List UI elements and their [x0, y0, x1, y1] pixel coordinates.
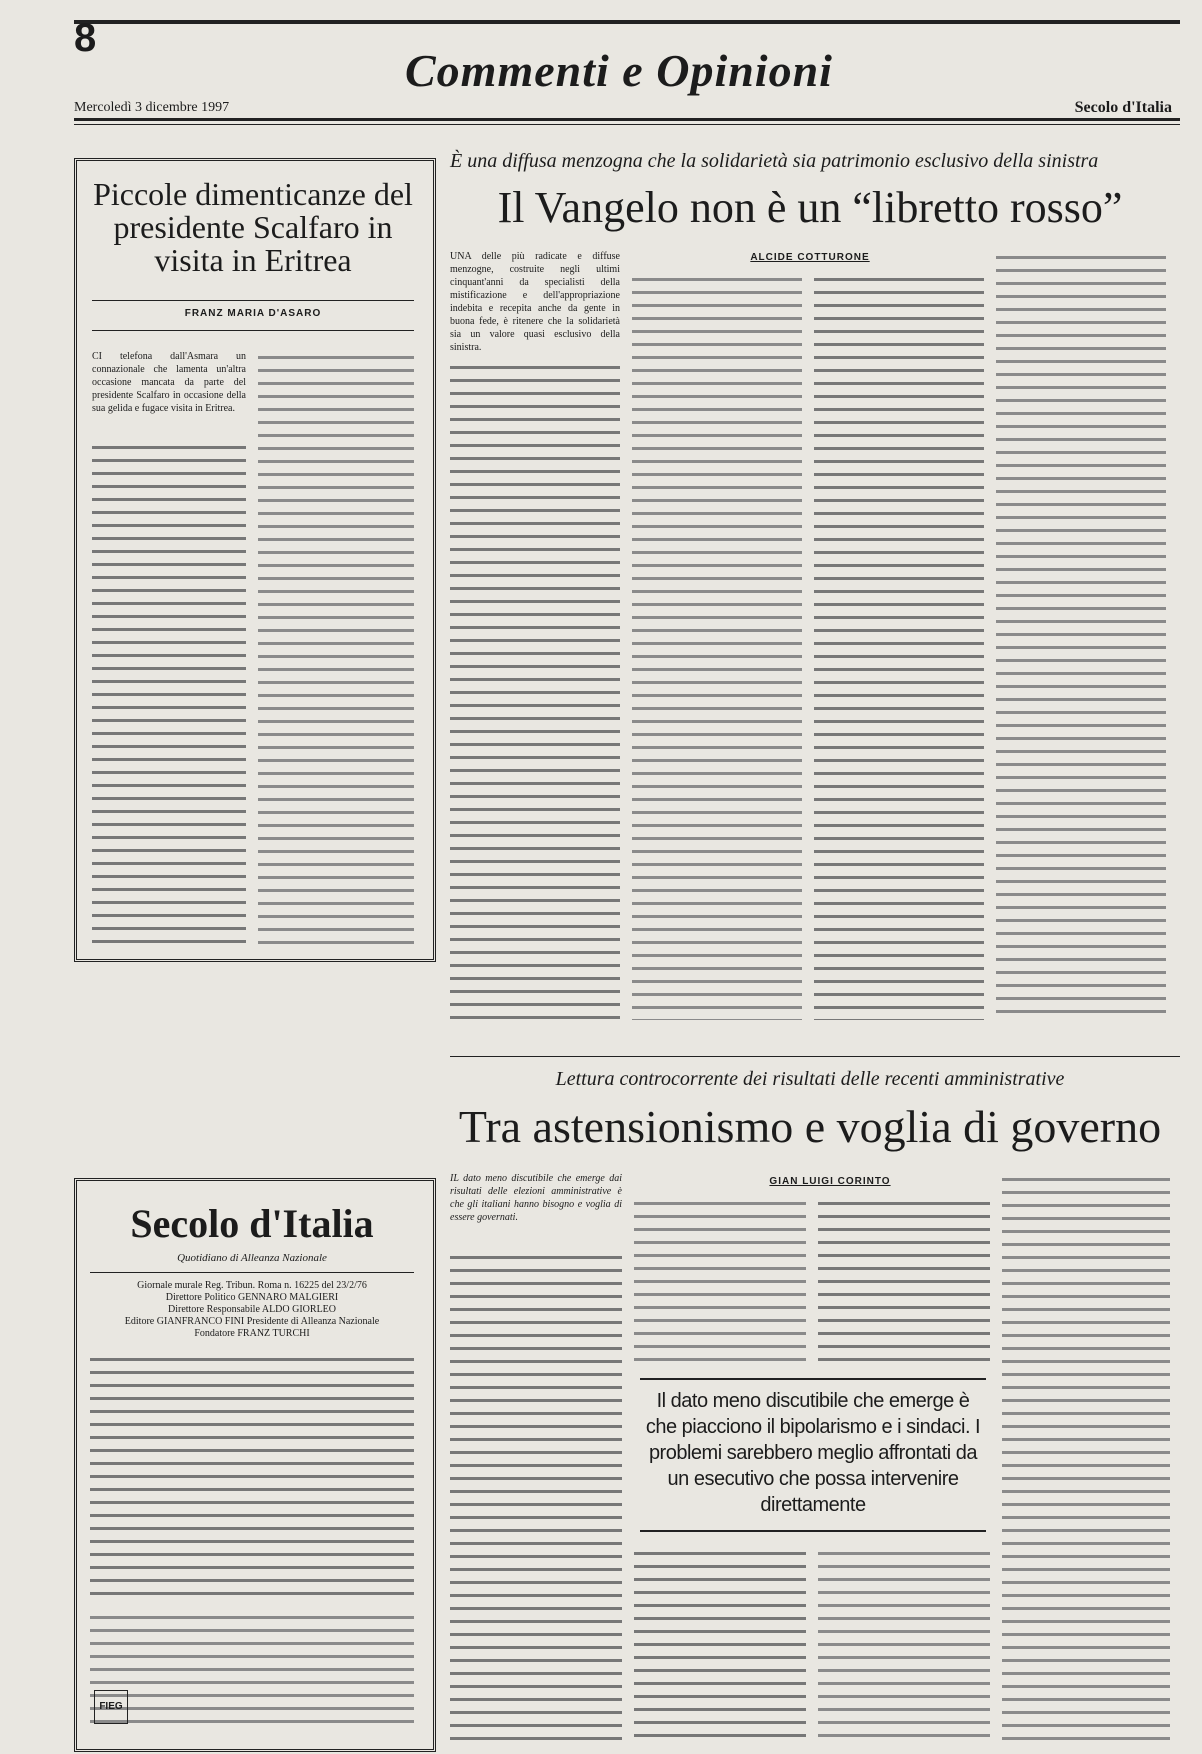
pullquote: Il dato meno discutibile che emerge è che piacciono il bipolarismo e i sindaci. I problemi sarebbero meglio affrontati da un esecutivo che possa intervenire direttamente	[645, 1390, 981, 1516]
colophon-credits	[90, 1280, 414, 1340]
page-number: 8	[74, 16, 97, 60]
left-author: FRANZ MARIA D'ASARO	[184, 308, 322, 319]
colophon-line: Direttore Politico GENNARO MALGIERI	[165, 1292, 339, 1303]
left-column-1	[92, 440, 246, 945]
colophon-fine-print	[90, 1610, 414, 1730]
header-rule-thin	[74, 124, 1180, 125]
bottom-author: GIAN LUIGI CORINTO	[769, 1176, 891, 1187]
left-headline: Piccole dimenticanze del presidente Scalfaro in visita in Eritrea	[93, 176, 413, 278]
top-column-3	[814, 272, 984, 1020]
left-lead: CI telefona dall'Asmara un connazionale che lamenta un'altra occasione mancata da parte del presidente Scalfaro in occasione della sua gelida e fugace visita in Eritrea.	[92, 351, 246, 414]
colophon-title: Secolo d'Italia	[130, 1201, 374, 1246]
left-column-2	[258, 350, 414, 945]
left-headline-rule	[92, 300, 414, 301]
bottom-column-3-lower	[818, 1546, 990, 1746]
top-author: ALCIDE COTTURONE	[750, 252, 870, 263]
pullquote-bottom-rule	[640, 1530, 986, 1532]
pullquote-top-rule	[640, 1378, 986, 1380]
top-lead: UNA delle più radicate e diffuse menzogne, costruite negli ultimi cinquant'anni da specialisti della mistificazione e dell'appropriazione indebita e recepita anche da gente in buona fede, è ritenere che la solidarietà sia un valore quasi esclusivo della sinistra.	[450, 251, 620, 353]
bottom-column-4	[1002, 1172, 1170, 1746]
bottom-lead: IL dato meno discutibile che emerge dai risultati delle elezioni amministrative è che gli italiani hanno bisogno e voglia di essere governati.	[450, 1173, 622, 1223]
bottom-headline: Tra astensionismo e voglia di governo	[458, 1101, 1162, 1152]
bottom-column-3	[818, 1196, 990, 1366]
bottom-article-rule	[450, 1056, 1180, 1057]
colophon-subtitle: Quotidiano di Alleanza Nazionale	[177, 1252, 327, 1264]
top-rule	[74, 20, 1180, 24]
left-author-rule	[92, 330, 414, 331]
colophon-line: Giornale murale Reg. Tribun. Roma n. 16225 del 23/2/76	[137, 1280, 367, 1291]
paper-logo: Secolo d'Italia	[1074, 99, 1172, 116]
section-title: Commenti e Opinioni	[405, 45, 833, 96]
top-headline: Il Vangelo non è un “libretto rosso”	[497, 183, 1123, 232]
bottom-kicker: Lettura controcorrente dei risultati delle recenti amministrative	[555, 1068, 1065, 1090]
top-column-1	[450, 360, 620, 1020]
top-column-2	[632, 272, 802, 1020]
header-rule	[74, 118, 1180, 121]
bottom-column-2	[634, 1196, 806, 1366]
top-kicker: È una diffusa menzogna che la solidarietà sia patrimonio esclusivo della sinistra	[450, 150, 1099, 172]
colophon-rule	[90, 1272, 414, 1273]
colophon-line: Fondatore FRANZ TURCHI	[194, 1328, 310, 1339]
fieg-badge: FIEG	[94, 1690, 128, 1724]
bottom-column-2-lower	[634, 1546, 806, 1746]
bottom-column-1	[450, 1250, 622, 1746]
colophon-line: Direttore Responsabile ALDO GIORLEO	[167, 1304, 337, 1315]
colophon-details	[90, 1352, 414, 1600]
top-column-4	[996, 250, 1166, 1020]
issue-date: Mercoledì 3 dicembre 1997	[74, 100, 230, 115]
colophon-line: Editore GIANFRANCO FINI Presidente di Alleanza Nazionale	[124, 1316, 380, 1327]
